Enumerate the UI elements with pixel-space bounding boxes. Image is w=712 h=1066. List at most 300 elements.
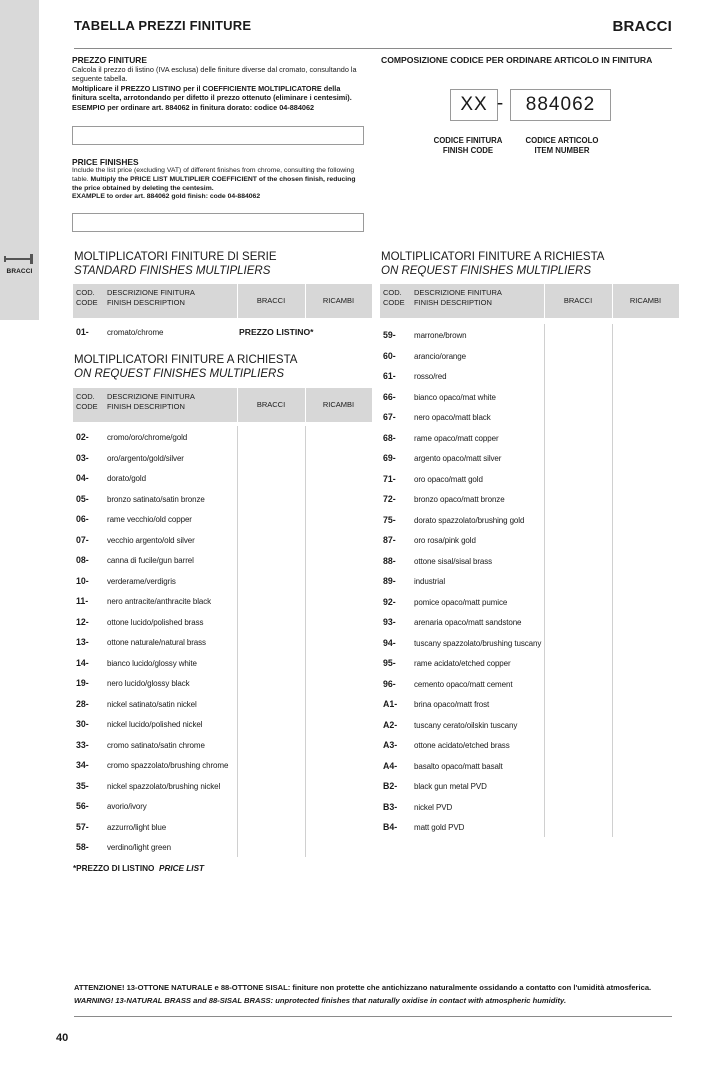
ricambi-cell bbox=[612, 324, 679, 345]
finish-code: 14- bbox=[76, 657, 89, 668]
ricambi-cell bbox=[305, 529, 372, 550]
finish-code: B2- bbox=[383, 781, 398, 791]
finish-description: azzurro/light blue bbox=[107, 822, 167, 832]
finish-code: 07- bbox=[76, 534, 89, 545]
table-row bbox=[380, 488, 679, 509]
table-row bbox=[380, 529, 679, 550]
bracci-cell bbox=[237, 795, 305, 816]
header-separator bbox=[305, 284, 306, 318]
header-cod: COD. bbox=[383, 288, 402, 297]
finish-code: 95- bbox=[383, 658, 396, 668]
finish-description: ottone acidato/etched brass bbox=[414, 741, 510, 750]
finish-code-label-en: FINISH CODE bbox=[442, 146, 494, 155]
intro-en-text2: Multiply the PRICE LIST MULTIPLIER COEFFICIENT of the chosen finish, reducing the price obtained by deleting the centesim. bbox=[72, 175, 356, 192]
article-code-caption bbox=[512, 136, 612, 156]
bracci-cell bbox=[544, 386, 612, 407]
table-row bbox=[73, 570, 372, 591]
bracci-cell bbox=[237, 549, 305, 570]
header-separator bbox=[237, 388, 238, 422]
finish-description: matt gold PVD bbox=[414, 823, 465, 832]
finish-code: B3- bbox=[383, 801, 398, 812]
finish-description: marrone/brown bbox=[414, 331, 467, 340]
bracci-cell bbox=[544, 673, 612, 694]
table-row bbox=[380, 632, 679, 653]
ricambi-cell bbox=[612, 632, 679, 653]
finish-code: 35- bbox=[76, 780, 89, 791]
table-row bbox=[73, 734, 372, 755]
finish-description: industrial bbox=[414, 577, 446, 586]
finish-code: 71- bbox=[383, 473, 396, 484]
finish-description: ottone naturale/natural brass bbox=[107, 638, 206, 647]
header-desc-it: DESCRIZIONE FINITURA bbox=[414, 288, 502, 297]
ricambi-cell bbox=[305, 754, 372, 775]
warning-it: ATTENZIONE! 13-OTTONE NATURALE e 88-OTTONE SISAL: finiture non protette che antichizzano naturalmente ossidando a contatto con l'umidità atmosferica. bbox=[74, 983, 652, 992]
finish-description: argento opaco/matt silver bbox=[414, 454, 502, 463]
finish-description: dorato/gold bbox=[107, 474, 146, 483]
header-code-col bbox=[76, 288, 106, 322]
bracci-cell bbox=[237, 529, 305, 550]
standard-title-en: STANDARD FINISHES MULTIPLIERS bbox=[74, 265, 271, 277]
on-request-right-title-en: ON REQUEST FINISHES MULTIPLIERS bbox=[381, 265, 592, 277]
finish-code: 06- bbox=[76, 514, 89, 524]
table-row bbox=[73, 795, 372, 816]
finish-description: tuscany spazzolato/brushing tuscany bbox=[414, 638, 542, 648]
finish-description: ottone lucido/polished brass bbox=[107, 617, 204, 627]
finish-description: cromato/chrome bbox=[107, 328, 164, 337]
table-row bbox=[73, 631, 372, 652]
ricambi-cell bbox=[612, 447, 679, 468]
ricambi-cell bbox=[305, 570, 372, 591]
bracci-cell bbox=[544, 652, 612, 673]
intro-en-heading: PRICE FINISHES bbox=[72, 157, 139, 167]
ricambi-cell bbox=[305, 836, 372, 857]
list-price-label: PREZZO LISTINO* bbox=[239, 327, 314, 337]
table-row bbox=[73, 836, 372, 857]
finish-code: A3- bbox=[383, 740, 398, 750]
header-separator bbox=[305, 388, 306, 422]
on-request-left-title-en: ON REQUEST FINISHES MULTIPLIERS bbox=[74, 368, 285, 380]
finish-code: A1- bbox=[383, 699, 398, 709]
table-row bbox=[380, 324, 679, 345]
finish-description: bronzo opaco/matt bronze bbox=[414, 495, 505, 504]
finish-code: 92- bbox=[383, 596, 396, 607]
finish-description: arancio/orange bbox=[414, 351, 466, 361]
footer-divider bbox=[74, 1016, 672, 1017]
price-input-en[interactable] bbox=[72, 213, 364, 232]
table-row bbox=[73, 693, 372, 714]
header-cod: COD. bbox=[76, 288, 95, 297]
finish-code: 34- bbox=[76, 760, 89, 770]
finish-code: 96- bbox=[383, 678, 396, 689]
table-row bbox=[380, 386, 679, 407]
intro-it-heading: PREZZO FINITURE bbox=[72, 55, 147, 65]
finish-code: 10- bbox=[76, 575, 89, 586]
finish-code-label-it: CODICE FINITURA bbox=[433, 136, 503, 145]
header-desc-en: FINISH DESCRIPTION bbox=[414, 297, 492, 307]
ricambi-cell bbox=[612, 427, 679, 448]
finish-code: 66- bbox=[383, 391, 396, 402]
bracci-cell bbox=[237, 775, 305, 796]
ricambi-cell bbox=[305, 590, 372, 611]
finish-code-caption bbox=[428, 136, 508, 156]
ricambi-cell bbox=[612, 570, 679, 591]
finish-code: 33- bbox=[76, 739, 89, 750]
finish-description: black gun metal PVD bbox=[414, 782, 487, 791]
standard-title-it: MOLTIPLICATORI FINITURE DI SERIE bbox=[74, 251, 277, 263]
footnote bbox=[73, 864, 204, 873]
table-row bbox=[73, 775, 372, 796]
finish-description: rame acidato/etched copper bbox=[414, 659, 511, 668]
finish-description: nero lucido/glossy black bbox=[107, 679, 190, 688]
table-row bbox=[73, 816, 372, 837]
bracci-cell bbox=[237, 734, 305, 755]
ricambi-cell bbox=[305, 631, 372, 652]
finish-code: 02- bbox=[76, 432, 89, 442]
header-separator bbox=[544, 284, 545, 318]
intro-en-text1: Include the list price (excluding VAT) of different finishes from chrome, consulting the following table. bbox=[72, 167, 355, 183]
header-desc-en: FINISH DESCRIPTION bbox=[107, 297, 185, 307]
page-title: TABELLA PREZZI FINITURE bbox=[74, 18, 252, 33]
finish-description: nickel PVD bbox=[414, 802, 453, 812]
finish-description: cromo spazzolato/brushing chrome bbox=[107, 761, 229, 770]
table-row bbox=[73, 321, 372, 342]
finish-description: brina opaco/matt frost bbox=[414, 700, 490, 709]
finish-description: oro opaco/matt gold bbox=[414, 474, 483, 484]
ricambi-cell bbox=[612, 468, 679, 489]
table-row bbox=[380, 468, 679, 489]
finish-code: 87- bbox=[383, 535, 396, 545]
table-row bbox=[380, 673, 679, 694]
finish-code: A4- bbox=[383, 760, 398, 771]
bracci-cell bbox=[237, 713, 305, 734]
ricambi-cell bbox=[612, 693, 679, 714]
finish-code: 58- bbox=[76, 842, 89, 852]
header-desc-col bbox=[107, 392, 237, 426]
intro-italian bbox=[72, 55, 364, 112]
finish-description: bianco lucido/glossy white bbox=[107, 658, 197, 668]
header-ricambi: RICAMBI bbox=[629, 296, 662, 305]
finish-code: 60- bbox=[383, 350, 396, 361]
bracci-cell bbox=[544, 775, 612, 796]
finish-description: bronzo satinato/satin bronze bbox=[107, 494, 205, 504]
page-number: 40 bbox=[56, 1032, 69, 1044]
bracci-cell bbox=[544, 570, 612, 591]
header-ricambi: RICAMBI bbox=[322, 296, 355, 305]
table-row bbox=[380, 755, 679, 776]
bracci-cell bbox=[544, 550, 612, 571]
ricambi-cell bbox=[305, 775, 372, 796]
ricambi-cell bbox=[305, 713, 372, 734]
finish-code: 67- bbox=[383, 412, 396, 422]
finish-code: 05- bbox=[76, 493, 89, 504]
ricambi-cell bbox=[612, 816, 679, 837]
ricambi-cell bbox=[305, 467, 372, 488]
finish-description: nickel satinato/satin nickel bbox=[107, 699, 197, 709]
bracci-cell bbox=[544, 529, 612, 550]
table-row bbox=[73, 447, 372, 468]
table-row bbox=[380, 775, 679, 796]
finish-code: 04- bbox=[76, 473, 89, 483]
finish-description: nero antracite/anthracite black bbox=[107, 597, 212, 606]
ricambi-cell bbox=[612, 775, 679, 796]
bracci-cell bbox=[237, 836, 305, 857]
header-desc-it: DESCRIZIONE FINITURA bbox=[107, 288, 195, 297]
table-row bbox=[73, 713, 372, 734]
finish-code: 01- bbox=[76, 327, 89, 337]
bracci-cell bbox=[544, 447, 612, 468]
finish-code: 13- bbox=[76, 637, 89, 647]
ricambi-cell bbox=[305, 488, 372, 509]
header-bracci: BRACCI bbox=[256, 296, 286, 305]
ricambi-cell bbox=[612, 734, 679, 755]
table-row bbox=[380, 365, 679, 386]
header-code-col bbox=[383, 288, 413, 322]
table-row bbox=[380, 796, 679, 817]
finish-description: verdino/light green bbox=[107, 843, 171, 852]
bracci-cell bbox=[237, 672, 305, 693]
bracci-cell bbox=[544, 365, 612, 386]
header-code: CODE bbox=[76, 401, 98, 411]
bracci-cell bbox=[544, 632, 612, 653]
finish-description: tuscany cerato/oilskin tuscany bbox=[414, 720, 518, 730]
table-row bbox=[380, 611, 679, 632]
table-row bbox=[380, 816, 679, 837]
composition-title: COMPOSIZIONE CODICE PER ORDINARE ARTICOLO IN FINITURA bbox=[381, 55, 653, 65]
ricambi-cell bbox=[612, 509, 679, 530]
bracci-cell bbox=[544, 734, 612, 755]
finish-description: avorio/ivory bbox=[107, 802, 147, 811]
warning-en: WARNING! 13-NATURAL BRASS and 88-SISAL BRASS: unprotected finishes that naturally oxidise in contact with atmospheric humidity. bbox=[74, 996, 567, 1005]
footnote-it: *PREZZO DI LISTINO bbox=[73, 864, 155, 873]
finish-description: ottone sisal/sisal brass bbox=[414, 556, 493, 566]
intro-it-text1: Calcola il prezzo di listino (IVA esclusa) delle finiture diverse dal cromato, consultando la seguente tabella. bbox=[72, 65, 357, 84]
bracci-cell bbox=[237, 754, 305, 775]
table-row bbox=[380, 714, 679, 735]
table-row bbox=[380, 509, 679, 530]
ricambi-cell bbox=[305, 816, 372, 837]
ricambi-cell bbox=[305, 426, 372, 447]
bracci-cell bbox=[544, 509, 612, 530]
finish-description: verderame/verdigris bbox=[107, 576, 176, 586]
bracci-cell bbox=[544, 345, 612, 366]
finish-code: A2- bbox=[383, 719, 398, 730]
ricambi-cell bbox=[612, 755, 679, 776]
table-row bbox=[380, 447, 679, 468]
ricambi-cell bbox=[305, 795, 372, 816]
table-row bbox=[380, 652, 679, 673]
bracci-cell bbox=[544, 816, 612, 837]
finish-code: 93- bbox=[383, 617, 396, 627]
ricambi-cell bbox=[305, 447, 372, 468]
table-row bbox=[73, 549, 372, 570]
finish-code: 08- bbox=[76, 555, 89, 565]
on-request-left-title-it: MOLTIPLICATORI FINITURE A RICHIESTA bbox=[74, 354, 298, 366]
bracci-cell bbox=[237, 590, 305, 611]
table-row bbox=[380, 591, 679, 612]
ricambi-cell bbox=[612, 652, 679, 673]
bracci-cell bbox=[544, 406, 612, 427]
ricambi-cell bbox=[612, 714, 679, 735]
finish-description: dorato spazzolato/brushing gold bbox=[414, 515, 525, 525]
finish-description: rame opaco/matt copper bbox=[414, 433, 499, 443]
standard-table-header bbox=[73, 284, 372, 318]
finish-description: cemento opaco/matt cement bbox=[414, 679, 513, 689]
finish-description: rame vecchio/old copper bbox=[107, 515, 192, 524]
ricambi-cell bbox=[612, 386, 679, 407]
header-cod: COD. bbox=[76, 392, 95, 401]
on-request-right-table-body bbox=[380, 324, 679, 837]
table-row bbox=[73, 754, 372, 775]
bracci-cell bbox=[237, 631, 305, 652]
header-code: CODE bbox=[383, 297, 405, 307]
finish-description: cromo/oro/chrome/gold bbox=[107, 433, 188, 442]
ricambi-cell bbox=[305, 611, 372, 632]
finish-code: 68- bbox=[383, 432, 396, 443]
intro-it-text3: ESEMPIO per ordinare art. 884062 in finitura dorato: codice 04-884062 bbox=[72, 102, 315, 112]
finish-description: oro rosa/pink gold bbox=[414, 536, 476, 545]
section-title: BRACCI bbox=[612, 18, 672, 35]
table-row bbox=[73, 529, 372, 550]
on-request-left-table-body bbox=[73, 426, 372, 857]
table-row bbox=[380, 693, 679, 714]
standard-section-title bbox=[74, 250, 277, 278]
finish-description: canna di fucile/gun barrel bbox=[107, 556, 194, 565]
finish-code-box: XX bbox=[450, 89, 498, 121]
bracci-cell bbox=[237, 611, 305, 632]
header-separator bbox=[612, 284, 613, 318]
finish-description: bianco opaco/mat white bbox=[414, 392, 496, 402]
table-row bbox=[73, 590, 372, 611]
finish-code: 30- bbox=[76, 719, 89, 729]
finish-description: pomice opaco/matt pumice bbox=[414, 597, 508, 607]
on-request-left-section-title bbox=[74, 353, 297, 381]
finish-code: 94- bbox=[383, 637, 396, 648]
finish-description: nickel spazzolato/brushing nickel bbox=[107, 781, 221, 791]
arm-icon bbox=[4, 254, 36, 264]
table-row bbox=[380, 734, 679, 755]
bracci-cell bbox=[237, 488, 305, 509]
finish-code: 56- bbox=[76, 801, 89, 811]
ricambi-cell bbox=[612, 488, 679, 509]
header-separator bbox=[237, 284, 238, 318]
bracci-cell bbox=[237, 693, 305, 714]
bracci-cell bbox=[544, 468, 612, 489]
article-code-box: 884062 bbox=[510, 89, 611, 121]
article-code-label-it: CODICE ARTICOLO bbox=[525, 136, 599, 145]
table-row bbox=[380, 427, 679, 448]
bracci-cell bbox=[544, 755, 612, 776]
side-tab-label: BRACCI bbox=[6, 268, 33, 275]
bracci-cell bbox=[544, 714, 612, 735]
ricambi-cell bbox=[612, 796, 679, 817]
finish-description: rosso/red bbox=[414, 372, 447, 381]
warning-block bbox=[74, 981, 674, 1007]
bracci-cell bbox=[544, 427, 612, 448]
finish-code: 88- bbox=[383, 555, 396, 566]
header-desc-en: FINISH DESCRIPTION bbox=[107, 401, 185, 411]
bracci-cell bbox=[237, 447, 305, 468]
table-row bbox=[380, 550, 679, 571]
ricambi-cell bbox=[612, 345, 679, 366]
finish-description: basalto opaco/matt basalt bbox=[414, 761, 503, 771]
footnote-en: PRICE LIST bbox=[159, 864, 205, 873]
header-desc-it: DESCRIZIONE FINITURA bbox=[107, 392, 195, 401]
header-ricambi: RICAMBI bbox=[322, 400, 355, 409]
ricambi-cell bbox=[612, 673, 679, 694]
article-code-label-en: ITEM NUMBER bbox=[534, 146, 590, 155]
intro-en-text3: EXAMPLE to order art. 884062 gold finish: code 04-884062 bbox=[72, 193, 261, 201]
bracci-cell bbox=[544, 324, 612, 345]
bracci-cell bbox=[237, 816, 305, 837]
finish-description: arenaria opaco/matt sandstone bbox=[414, 618, 522, 627]
finish-code: 03- bbox=[76, 452, 89, 463]
header-bracci: BRACCI bbox=[256, 400, 286, 409]
table-row bbox=[73, 467, 372, 488]
intro-it-text2: Moltiplicare il PREZZO LISTINO per il COEFFICIENTE MOLTIPLICATORE della finitura scelta, arrotondando per difetto il prezzo ottenuto (eliminare i centesimi). bbox=[72, 83, 352, 103]
finish-code: 72- bbox=[383, 494, 396, 504]
ricambi-cell bbox=[305, 549, 372, 570]
finish-code: 69- bbox=[383, 453, 396, 463]
ricambi-cell bbox=[305, 508, 372, 529]
finish-code: B4- bbox=[383, 822, 398, 832]
finish-code: 57- bbox=[76, 821, 89, 832]
table-row bbox=[73, 611, 372, 632]
price-input-it[interactable] bbox=[72, 126, 364, 145]
bracci-cell bbox=[544, 611, 612, 632]
table-row bbox=[380, 570, 679, 591]
bracci-cell bbox=[544, 796, 612, 817]
on-request-right-section-title bbox=[381, 250, 604, 278]
header-code-col bbox=[76, 392, 106, 426]
header-desc-col bbox=[107, 288, 237, 322]
bracci-cell bbox=[237, 508, 305, 529]
finish-code: 61- bbox=[383, 371, 396, 381]
header-bracci: BRACCI bbox=[563, 296, 593, 305]
table-row bbox=[380, 406, 679, 427]
ricambi-cell bbox=[305, 652, 372, 673]
finish-code: 89- bbox=[383, 576, 396, 586]
bracci-cell bbox=[237, 570, 305, 591]
ricambi-cell bbox=[612, 365, 679, 386]
header-code: CODE bbox=[76, 297, 98, 307]
finish-code: 75- bbox=[383, 514, 396, 525]
ricambi-cell bbox=[612, 591, 679, 612]
table-row bbox=[73, 652, 372, 673]
on-request-right-title-it: MOLTIPLICATORI FINITURE A RICHIESTA bbox=[381, 251, 605, 263]
finish-description: nickel lucido/polished nickel bbox=[107, 720, 203, 729]
header-desc-col bbox=[414, 288, 544, 322]
ricambi-cell bbox=[305, 734, 372, 755]
on-request-left-table-header bbox=[73, 388, 372, 422]
finish-description: oro/argento/gold/silver bbox=[107, 453, 184, 463]
finish-code: 28- bbox=[76, 698, 89, 709]
table-row bbox=[380, 345, 679, 366]
bracci-cell bbox=[237, 652, 305, 673]
finish-code: 59- bbox=[383, 330, 396, 340]
bracci-cell bbox=[544, 488, 612, 509]
ricambi-cell bbox=[612, 406, 679, 427]
finish-description: vecchio argento/old silver bbox=[107, 535, 195, 545]
finish-code: 12- bbox=[76, 616, 89, 627]
code-separator: - bbox=[496, 93, 504, 114]
finish-code: 11- bbox=[76, 596, 89, 606]
ricambi-cell bbox=[612, 611, 679, 632]
ricambi-cell bbox=[305, 672, 372, 693]
ricambi-cell bbox=[612, 550, 679, 571]
bracci-cell bbox=[544, 591, 612, 612]
intro-english bbox=[72, 157, 364, 202]
side-tab bbox=[0, 0, 39, 320]
